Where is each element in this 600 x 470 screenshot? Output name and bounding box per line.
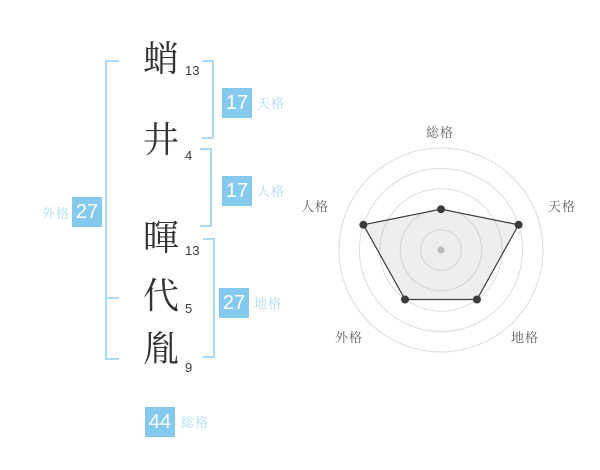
radar-polygon — [363, 209, 518, 299]
tenkaku-badge: 17 — [222, 88, 252, 118]
chikaku-bracket — [203, 238, 215, 358]
soukaku-badge: 44 — [145, 407, 175, 437]
name-char-5: 胤 — [142, 328, 179, 369]
stroke-count-2: 4 — [185, 148, 193, 163]
radar-axis-label-gaikaku: 外格 — [335, 330, 364, 345]
jinkaku-badge: 17 — [222, 176, 252, 206]
gaikaku-bracket-mid-tick — [107, 297, 119, 299]
name-char-2: 井 — [142, 119, 179, 160]
radar-vertex-総格 — [437, 205, 445, 213]
radar-axis-label-chikaku: 地格 — [511, 330, 540, 345]
gaikaku-badge: 27 — [72, 197, 102, 227]
chikaku-label: 地格 — [254, 296, 283, 311]
name-char-3: 暉 — [142, 217, 179, 258]
radar-axis-label-tenkaku: 天格 — [548, 199, 577, 214]
tenkaku-label: 天格 — [257, 96, 286, 111]
chikaku-badge: 27 — [219, 288, 249, 318]
radar-vertex-外格 — [401, 296, 409, 304]
radar-vertex-人格 — [359, 221, 367, 229]
soukaku-label: 総格 — [181, 415, 210, 430]
radar-center-dot — [438, 247, 445, 254]
stroke-count-1: 13 — [185, 63, 200, 78]
radar-axis-label-soukaku: 総格 — [426, 125, 455, 140]
tenkaku-bracket — [202, 60, 214, 139]
gaikaku-label: 外格 — [42, 206, 71, 221]
name-char-1: 蛸 — [142, 38, 179, 79]
stroke-count-5: 9 — [185, 360, 193, 375]
stroke-count-4: 5 — [185, 301, 193, 316]
radar-vertex-天格 — [515, 221, 523, 229]
name-char-4: 代 — [142, 275, 179, 316]
radar-axis-label-jinkaku: 人格 — [301, 199, 330, 214]
gaikaku-bracket — [105, 60, 119, 360]
radar-vertex-地格 — [473, 296, 481, 304]
jinkaku-label: 人格 — [257, 184, 286, 199]
jinkaku-bracket — [200, 148, 212, 227]
stroke-count-3: 13 — [185, 243, 200, 258]
